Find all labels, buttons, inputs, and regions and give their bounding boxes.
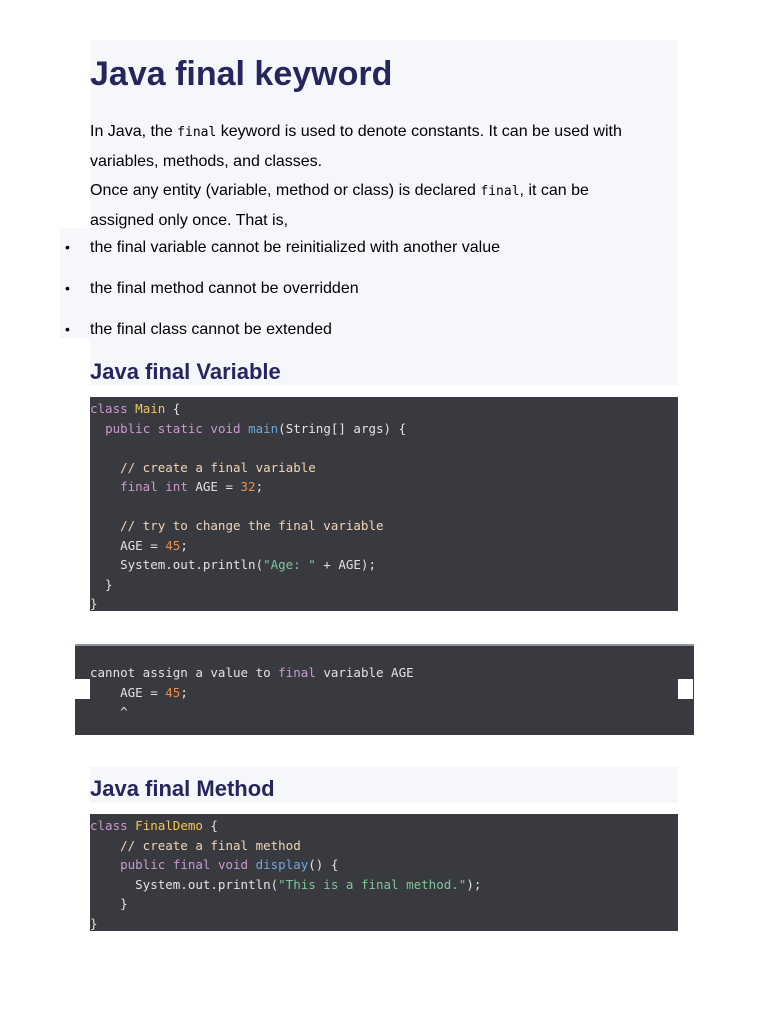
code-string: "This is a final method." xyxy=(278,876,467,892)
intro-text: keyword is used to denote constants. It can be used with xyxy=(216,123,622,140)
code-keyword: class xyxy=(90,401,128,416)
code-number: 45 xyxy=(165,684,181,700)
code-text: System.out.println( xyxy=(90,876,279,892)
inline-code-final: final xyxy=(177,125,217,140)
code-keyword: public final void xyxy=(120,857,249,872)
code-text: } xyxy=(90,596,98,611)
code-class-name: Main xyxy=(135,401,166,416)
code-block-final-method[interactable] xyxy=(90,814,678,931)
code-text: { xyxy=(165,401,181,416)
code-text: ); xyxy=(466,876,482,892)
list-item-text: the final method cannot be overridden xyxy=(90,280,359,297)
intro-line-3 xyxy=(90,176,670,206)
code-text: ; xyxy=(255,479,264,494)
code-indent xyxy=(90,421,105,436)
code-text: variable AGE xyxy=(315,665,414,680)
page-title: Java final keyword xyxy=(90,55,393,93)
code-keyword: final xyxy=(278,665,316,680)
intro-text: Once any entity (variable, method or class) is declared xyxy=(90,182,481,199)
intro-line-1 xyxy=(90,117,670,147)
code-function: main xyxy=(248,420,279,436)
code-number: 45 xyxy=(165,537,181,553)
code-text: { xyxy=(202,818,218,833)
list-item-text: the final class cannot be extended xyxy=(90,321,332,338)
list-item-text: the final variable cannot be reinitialized with another value xyxy=(90,239,501,256)
code-comment: // create a final variable xyxy=(90,459,316,475)
code-comment: // create a final method xyxy=(90,837,301,853)
code-text: ; xyxy=(180,537,188,553)
list-item xyxy=(65,274,500,315)
code-number: 32 xyxy=(240,479,256,494)
inline-code-final: final xyxy=(480,184,520,199)
code-block-left-marker xyxy=(75,679,90,699)
rules-list xyxy=(65,233,501,356)
code-block-error-output[interactable] xyxy=(75,644,694,735)
intro-text: , it can be xyxy=(519,182,589,199)
code-text: } xyxy=(90,915,98,931)
code-keyword: public static void xyxy=(105,420,241,436)
intro-text: In Java, the xyxy=(90,123,178,140)
code-string: "Age: " xyxy=(263,557,316,572)
code-class-name: FinalDemo xyxy=(135,818,203,833)
code-text: (String[] args) { xyxy=(278,420,407,436)
code-text: + AGE); xyxy=(315,557,376,572)
code-keyword: class xyxy=(90,818,128,833)
bullet-icon: • xyxy=(65,280,70,296)
list-item xyxy=(65,315,500,356)
code-text: () { xyxy=(308,857,339,872)
code-text: } xyxy=(90,576,113,592)
code-keyword: final int xyxy=(120,479,188,494)
code-text: AGE = xyxy=(90,684,166,700)
code-block-final-variable[interactable] xyxy=(90,397,678,611)
code-function: display xyxy=(255,857,309,872)
code-text: AGE = xyxy=(90,537,166,553)
code-text: ; xyxy=(180,684,188,700)
bullet-icon: • xyxy=(65,239,70,255)
bullet-icon: • xyxy=(65,321,70,337)
code-text: cannot assign a value to xyxy=(90,665,279,680)
code-text: AGE = xyxy=(187,479,241,494)
code-indent xyxy=(90,857,120,872)
intro-line-4: assigned only once. That is, xyxy=(90,212,289,229)
heading-final-method: Java final Method xyxy=(90,776,275,801)
code-indent xyxy=(90,479,120,494)
code-text: } xyxy=(90,896,128,911)
list-item xyxy=(65,233,501,274)
intro-paragraph xyxy=(90,117,670,235)
code-text: System.out.println( xyxy=(90,557,264,572)
intro-line-2: variables, methods, and classes. xyxy=(90,153,323,170)
code-comment: // try to change the final variable xyxy=(90,518,384,533)
heading-final-variable: Java final Variable xyxy=(90,359,281,384)
code-block-right-marker xyxy=(678,679,693,699)
code-text: ^ xyxy=(90,704,128,719)
